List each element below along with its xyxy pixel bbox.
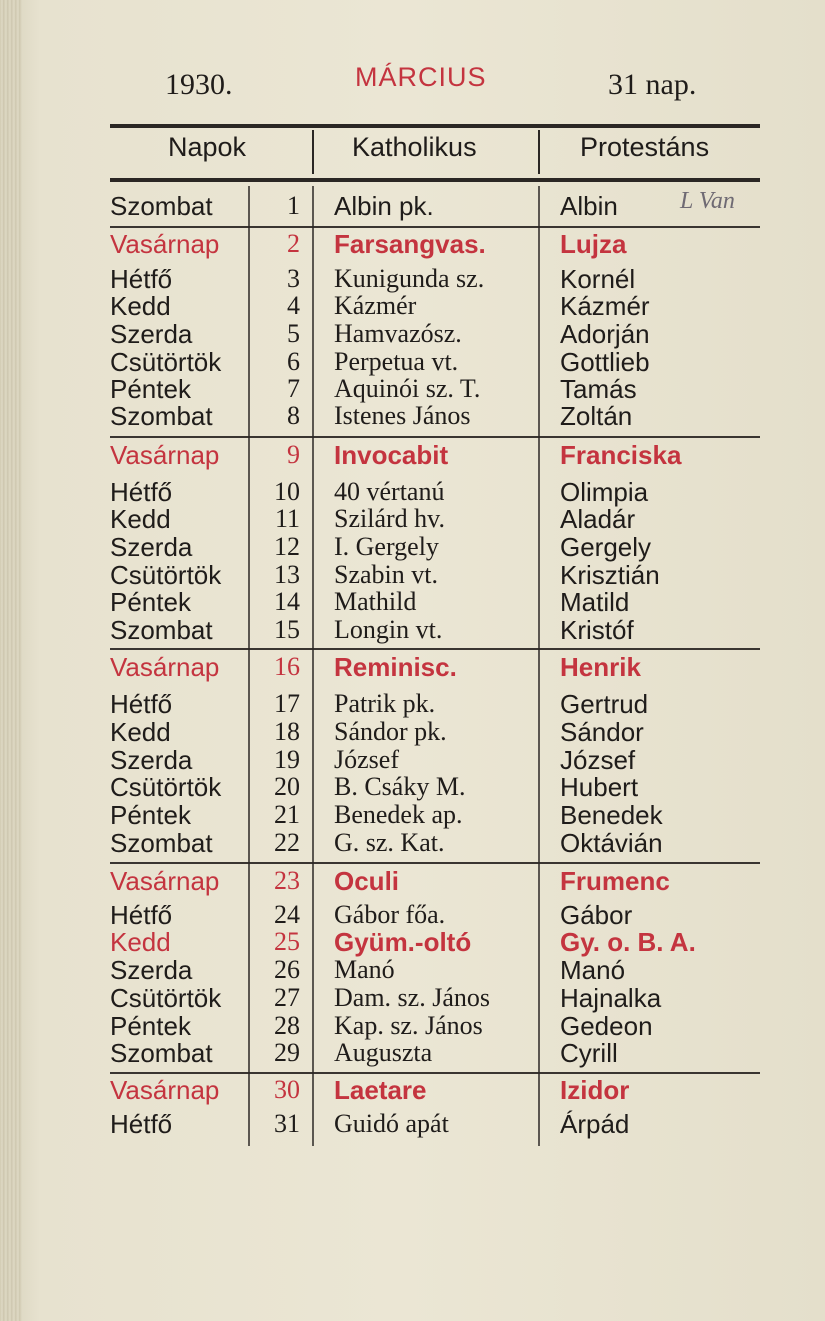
protestant-name: Gergely	[560, 532, 652, 562]
day-number: 1	[287, 191, 300, 220]
catholic-name: Sándor pk.	[334, 717, 447, 746]
table-row	[0, 616, 825, 644]
catholic-name: Patrik pk.	[334, 689, 436, 718]
day-number: 6	[287, 347, 300, 376]
catholic-name: Farsangvas.	[334, 229, 486, 259]
protestant-name: Krisztián	[560, 560, 660, 590]
table-row	[0, 533, 825, 561]
protestant-name: Sándor	[560, 717, 644, 747]
table-row	[0, 1039, 825, 1067]
column-divider	[248, 186, 250, 1146]
catholic-name: Gábor főa.	[334, 900, 446, 929]
protestant-name: Benedek	[560, 800, 663, 830]
catholic-name: Istenes János	[334, 401, 471, 430]
day-name: Szerda	[110, 532, 193, 562]
table-row	[0, 956, 825, 984]
table-row	[0, 1012, 825, 1040]
day-name: Kedd	[110, 504, 171, 534]
catholic-name: Invocabit	[334, 440, 449, 470]
day-number: 9	[287, 440, 300, 469]
table-row	[0, 690, 825, 718]
catholic-name: Perpetua vt.	[334, 347, 459, 376]
week-rule	[110, 862, 760, 864]
week-rule	[110, 226, 760, 228]
day-number: 16	[274, 652, 300, 681]
day-number: 2	[287, 229, 300, 258]
day-name: Csütörtök	[110, 560, 222, 590]
catholic-name: Auguszta	[334, 1038, 433, 1067]
month-title: MÁRCIUS	[355, 62, 487, 92]
table-row	[0, 1076, 825, 1104]
catholic-name: Kunigunda sz.	[334, 264, 485, 293]
column-divider	[312, 186, 314, 1146]
protestant-name: Kornél	[560, 264, 636, 294]
column-header-catholic: Katholikus	[352, 132, 477, 162]
day-name: Hétfő	[110, 1109, 173, 1139]
protestant-name: Izidor	[560, 1075, 630, 1105]
day-name: Csütörtök	[110, 347, 222, 377]
table-row	[0, 901, 825, 929]
catholic-name: József	[334, 745, 399, 774]
days-count: 31 nap.	[608, 68, 697, 101]
year-label: 1930.	[165, 68, 233, 101]
day-number: 27	[274, 983, 300, 1012]
protestant-name: Kristóf	[560, 615, 634, 645]
header-rule	[110, 178, 760, 182]
catholic-name: B. Csáky M.	[334, 772, 466, 801]
day-number: 3	[287, 264, 300, 293]
catholic-name: Hamvazósz.	[334, 319, 462, 348]
protestant-name: Albin	[560, 191, 618, 221]
day-name: Szerda	[110, 955, 193, 985]
day-number: 23	[274, 866, 300, 895]
day-number: 13	[274, 560, 300, 589]
catholic-name: Szabin vt.	[334, 560, 438, 589]
catholic-name: Albin pk.	[334, 191, 434, 221]
week-rule	[110, 436, 760, 438]
day-number: 11	[274, 504, 300, 533]
protestant-name: Aladár	[560, 504, 636, 534]
day-number: 31	[274, 1109, 300, 1138]
catholic-name: Laetare	[334, 1075, 427, 1105]
header-divider	[538, 130, 540, 174]
catholic-name: Benedek ap.	[334, 800, 463, 829]
day-number: 10	[274, 477, 300, 506]
protestant-name: Henrik	[560, 652, 641, 682]
day-number: 29	[274, 1038, 300, 1067]
table-row	[0, 773, 825, 801]
day-name: Hétfő	[110, 264, 173, 294]
column-divider	[538, 186, 540, 1146]
day-number: 20	[274, 772, 300, 801]
table-row	[0, 746, 825, 774]
day-number: 26	[274, 955, 300, 984]
protestant-name: Lujza	[560, 229, 627, 259]
day-name: Csütörtök	[110, 983, 222, 1013]
protestant-name: Hubert	[560, 772, 639, 802]
header-divider	[312, 130, 314, 174]
protestant-name: Gábor	[560, 900, 633, 930]
day-name: Hétfő	[110, 900, 173, 930]
week-rule	[110, 648, 760, 650]
table-row	[0, 402, 825, 430]
catholic-name: Szilárd hv.	[334, 504, 445, 533]
table-row	[0, 230, 825, 258]
day-name: Vasárnap	[110, 440, 220, 470]
table-row	[0, 867, 825, 895]
day-name: Kedd	[110, 291, 171, 321]
catholic-name: Manó	[334, 955, 395, 984]
day-number: 14	[274, 587, 300, 616]
day-name: Szombat	[110, 191, 213, 221]
protestant-name: Gertrud	[560, 689, 649, 719]
table-row	[0, 984, 825, 1012]
day-name: Szombat	[110, 615, 213, 645]
table-row	[0, 265, 825, 293]
table-row	[0, 478, 825, 506]
day-name: Csütörtök	[110, 772, 222, 802]
day-name: Szombat	[110, 1038, 213, 1068]
day-name: Péntek	[110, 374, 191, 404]
day-name: Vasárnap	[110, 866, 220, 896]
top-rule	[110, 124, 760, 128]
day-number: 28	[274, 1011, 300, 1040]
table-row	[0, 801, 825, 829]
day-number: 24	[274, 900, 300, 929]
day-name: Hétfő	[110, 689, 173, 719]
day-name: Szombat	[110, 401, 213, 431]
day-name: Péntek	[110, 800, 191, 830]
table-row	[0, 561, 825, 589]
day-number: 18	[274, 717, 300, 746]
table-row	[0, 1110, 825, 1138]
protestant-name: Cyrill	[560, 1038, 618, 1068]
day-name: Vasárnap	[110, 1075, 220, 1105]
day-number: 12	[274, 532, 300, 561]
protestant-name: Zoltán	[560, 401, 633, 431]
table-row	[0, 928, 825, 956]
day-number: 30	[274, 1075, 300, 1104]
table-row	[0, 441, 825, 469]
catholic-name: I. Gergely	[334, 532, 439, 561]
day-number: 15	[274, 615, 300, 644]
catholic-name: Guidó apát	[334, 1109, 449, 1138]
protestant-name: Árpád	[560, 1109, 630, 1139]
protestant-name: Gottlieb	[560, 347, 650, 377]
day-name: Vasárnap	[110, 229, 220, 259]
catholic-name: 40 vértanú	[334, 477, 445, 506]
catholic-name: Kap. sz. János	[334, 1011, 483, 1040]
table-row	[0, 718, 825, 746]
catholic-name: Kázmér	[334, 291, 417, 320]
table-row	[0, 320, 825, 348]
protestant-name: Manó	[560, 955, 626, 985]
day-number: 4	[287, 291, 300, 320]
table-row	[0, 505, 825, 533]
protestant-name: Matild	[560, 587, 630, 617]
protestant-name: Hajnalka	[560, 983, 662, 1013]
day-number: 25	[274, 927, 300, 956]
table-row	[0, 348, 825, 376]
day-name: Vasárnap	[110, 652, 220, 682]
handwritten-note: L Van	[680, 188, 735, 214]
day-name: Kedd	[110, 717, 171, 747]
day-number: 7	[287, 374, 300, 403]
protestant-name: József	[560, 745, 636, 775]
column-header-days: Napok	[168, 132, 247, 162]
protestant-name: Gedeon	[560, 1011, 653, 1041]
day-name: Kedd	[110, 927, 171, 957]
catholic-name: G. sz. Kat.	[334, 828, 445, 857]
day-name: Péntek	[110, 587, 191, 617]
day-name: Hétfő	[110, 477, 173, 507]
catholic-name: Reminisc.	[334, 652, 457, 682]
protestant-name: Gy. o. B. A.	[560, 927, 696, 957]
day-name: Szerda	[110, 319, 193, 349]
protestant-name: Adorján	[560, 319, 650, 349]
table-row	[0, 292, 825, 320]
day-number: 17	[274, 689, 300, 718]
column-header-protestant: Protestáns	[580, 132, 710, 162]
protestant-name: Oktávián	[560, 828, 663, 858]
table-row	[0, 653, 825, 681]
week-rule	[110, 1072, 760, 1074]
catholic-name: Mathild	[334, 587, 417, 616]
day-number: 5	[287, 319, 300, 348]
day-name: Szerda	[110, 745, 193, 775]
table-row	[0, 375, 825, 403]
catholic-name: Dam. sz. János	[334, 983, 490, 1012]
catholic-name: Oculi	[334, 866, 400, 896]
day-number: 21	[274, 800, 300, 829]
protestant-name: Tamás	[560, 374, 637, 404]
catholic-name: Aquinói sz. T.	[334, 374, 481, 403]
table-row	[0, 829, 825, 857]
day-number: 19	[274, 745, 300, 774]
protestant-name: Franciska	[560, 440, 682, 470]
day-number: 8	[287, 401, 300, 430]
day-name: Szombat	[110, 828, 213, 858]
catholic-name: Gyüm.-oltó	[334, 927, 472, 957]
protestant-name: Olimpia	[560, 477, 649, 507]
day-name: Péntek	[110, 1011, 191, 1041]
protestant-name: Frumenc	[560, 866, 670, 896]
table-row	[0, 588, 825, 616]
day-number: 22	[274, 828, 300, 857]
protestant-name: Kázmér	[560, 291, 650, 321]
catholic-name: Longin vt.	[334, 615, 443, 644]
